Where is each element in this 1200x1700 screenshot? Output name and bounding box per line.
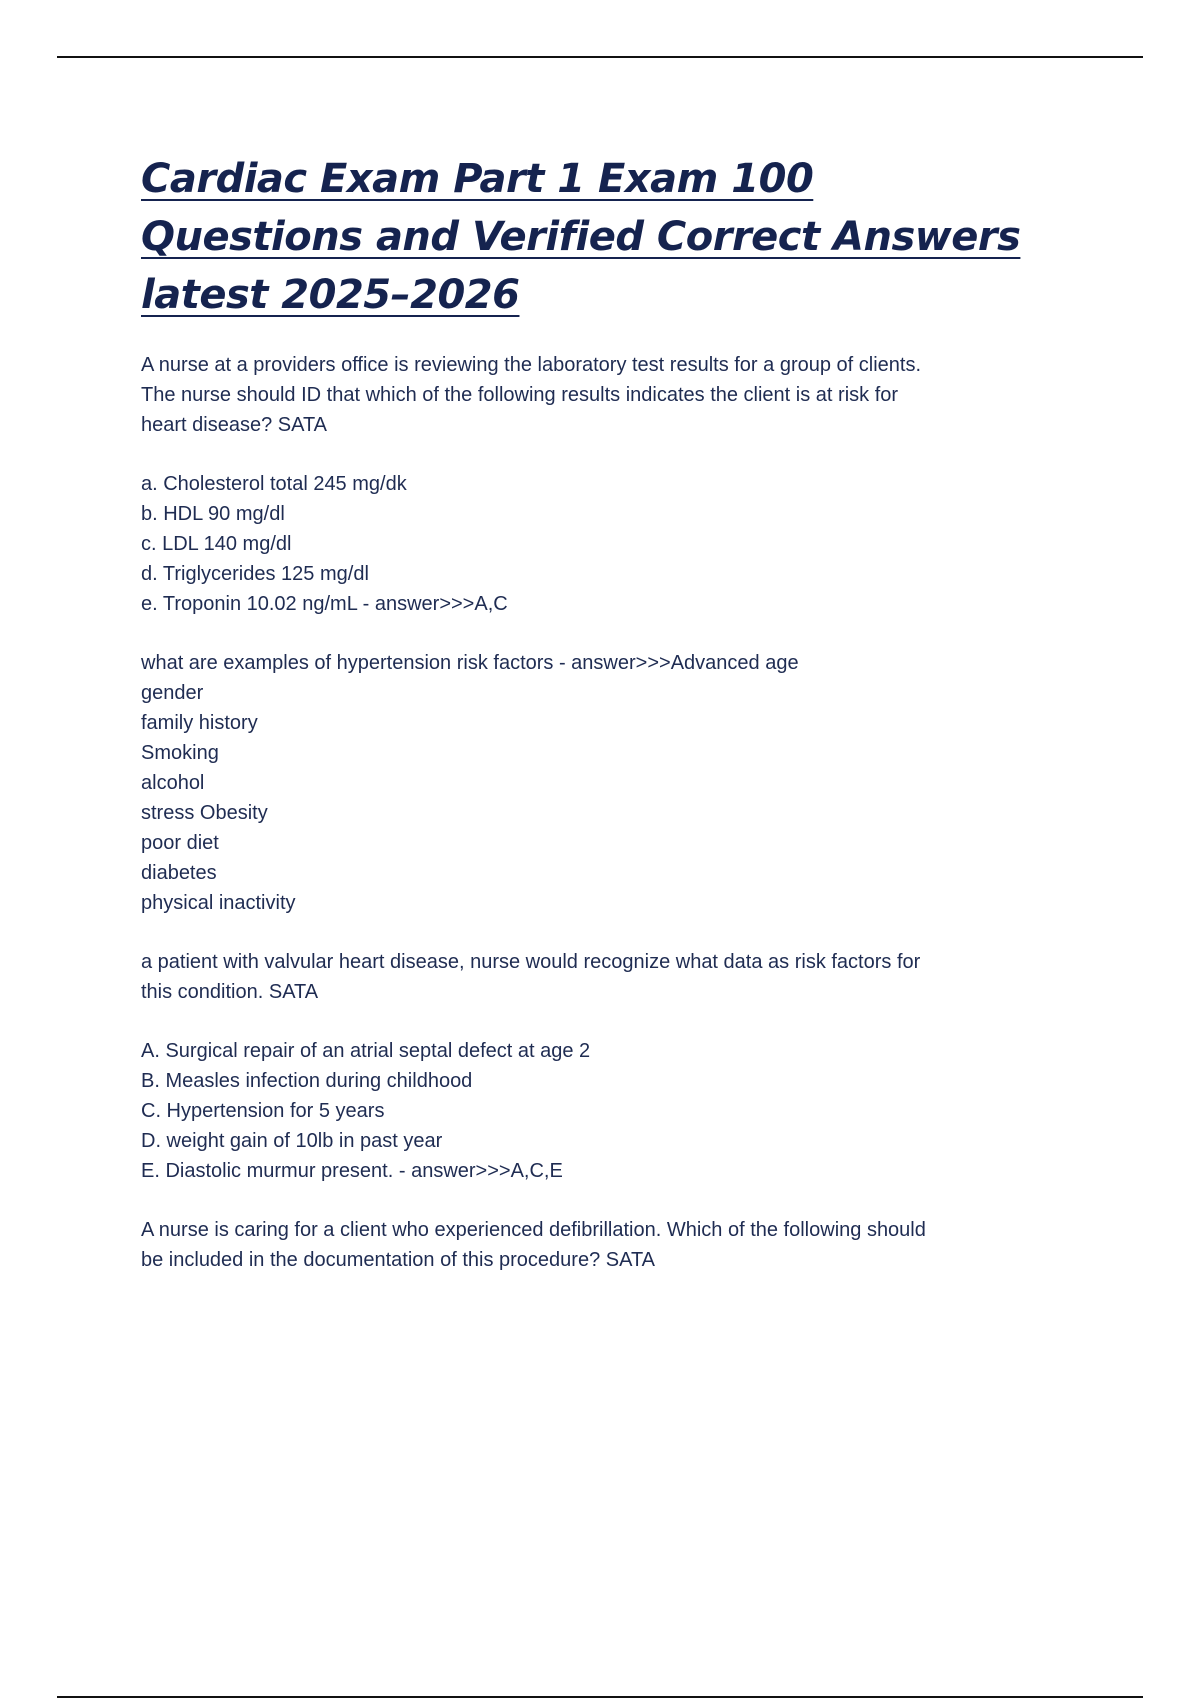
option-line: A. Surgical repair of an atrial septal defect at age 2 [141,1040,591,1062]
question-1-options [141,469,1041,619]
question-3-stem [141,947,1041,1007]
answer-line: gender [141,682,204,704]
option-line: e. Troponin 10.02 ng/mL - answer>>>A,C [141,593,508,615]
option-line: C. Hypertension for 5 years [141,1100,385,1122]
answer-line: family history [141,712,258,734]
text-line: this condition. SATA [141,981,319,1003]
option-line: D. weight gain of 10lb in past year [141,1130,443,1152]
answer-line: alcohol [141,772,205,794]
question-2 [141,648,1041,918]
answer-line: diabetes [141,862,217,884]
text-line: The nurse should ID that which of the following results indicates the client is at risk for [141,384,899,406]
answer-line: physical inactivity [141,892,296,914]
text-line: heart disease? SATA [141,414,328,436]
text-line: A nurse is caring for a client who experienced defibrillation. Which of the following should [141,1219,926,1241]
top-rule [57,56,1143,58]
bottom-rule [57,1696,1143,1698]
answer-line: Smoking [141,742,219,764]
option-line: c. LDL 140 mg/dl [141,533,292,555]
document-body [141,150,1041,1304]
answer-line: stress Obesity [141,802,268,824]
text-line: be included in the documentation of this procedure? SATA [141,1249,656,1271]
answer-line: poor diet [141,832,219,854]
option-line: d. Triglycerides 125 mg/dl [141,563,369,585]
option-line: a. Cholesterol total 245 mg/dk [141,473,407,495]
option-line: b. HDL 90 mg/dl [141,503,285,525]
question-1-stem [141,350,1041,440]
document-title: Cardiac Exam Part 1 Exam 100 Questions and Verified Correct Answers latest 2025–2026 [141,156,1021,318]
option-line: B. Measles infection during childhood [141,1070,473,1092]
question-3-options [141,1036,1041,1186]
text-line: A nurse at a providers office is reviewing the laboratory test results for a group of clients. [141,354,922,376]
option-line: E. Diastolic murmur present. - answer>>>A,C,E [141,1160,563,1182]
question-4-stem [141,1215,1041,1275]
text-line: what are examples of hypertension risk factors - answer>>>Advanced age [141,652,799,674]
text-line: a patient with valvular heart disease, nurse would recognize what data as risk factors for [141,951,921,973]
